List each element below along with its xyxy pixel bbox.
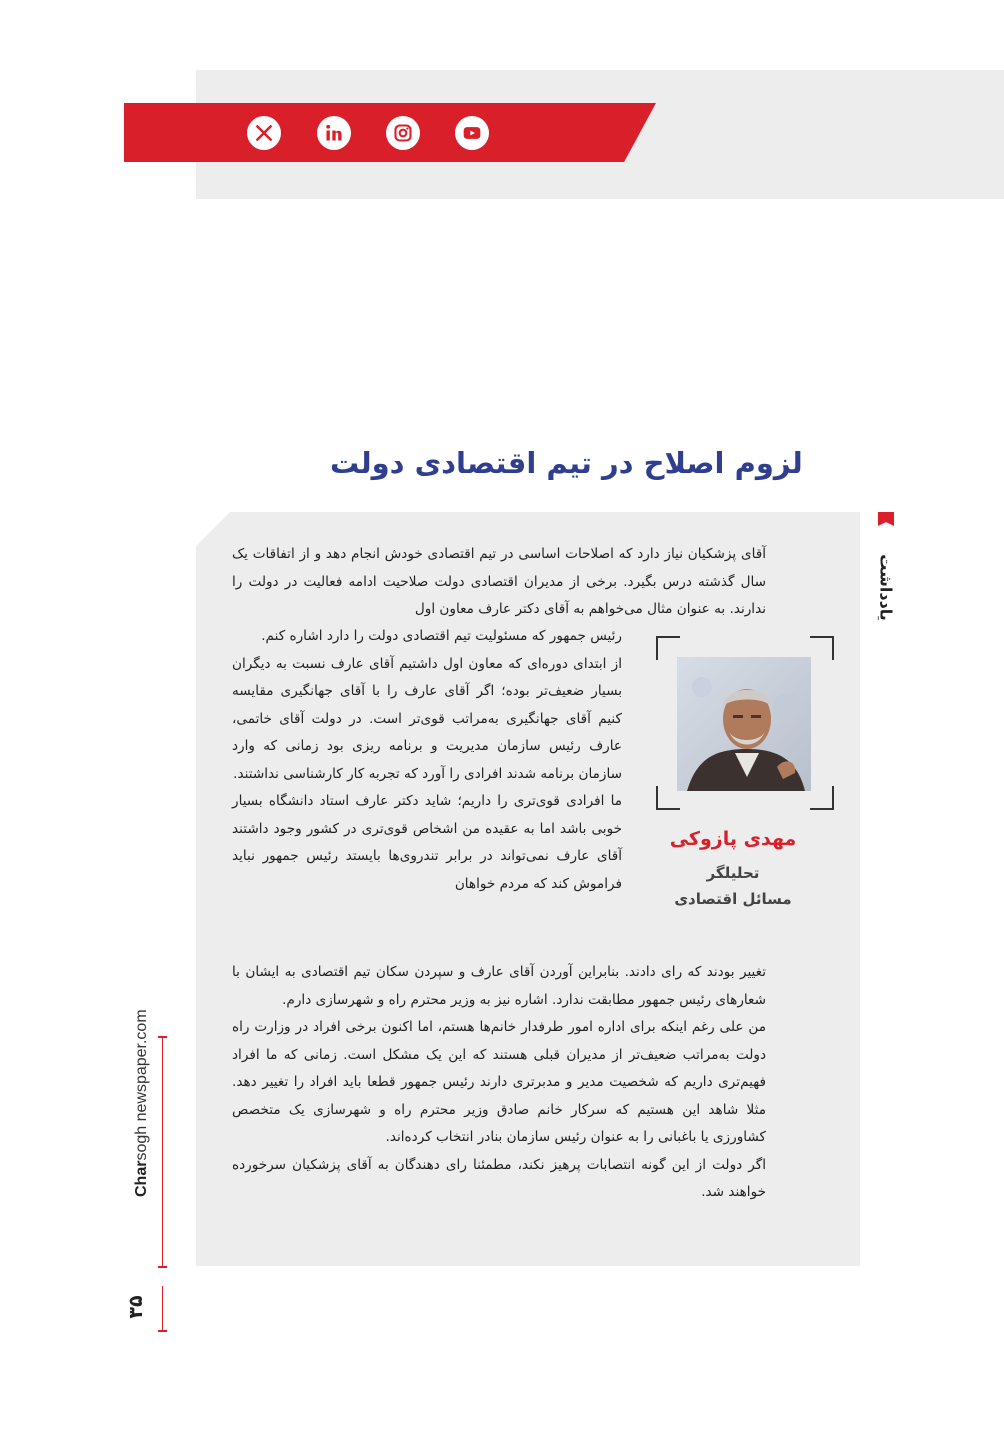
bookmark-icon — [878, 512, 894, 526]
linkedin-icon[interactable] — [317, 116, 351, 150]
article-lower-column — [232, 959, 766, 1207]
author-photo-frame — [656, 636, 834, 810]
footer-rule-tick — [158, 1266, 167, 1268]
author-role-line: مسائل اقتصادی — [674, 890, 792, 908]
x-icon[interactable] — [247, 116, 281, 150]
article-wrapped-column — [232, 623, 622, 898]
author-role — [640, 860, 826, 912]
footer-rule-tick — [158, 1036, 167, 1038]
article-title: لزوم اصلاح در تیم اقتصادی دولت — [330, 446, 803, 480]
site-bold: Char — [133, 1160, 150, 1197]
article-paragraph: من علی رغم اینکه برای اداره امور طرفدار خانم‌ها هستم، اما اکنون برخی افراد در وزارت راه دولت به‌مراتب ضعیف‌تر از مدیران قبلی هستند که این یک مشکل است. زمانی که ما افراد فهیم‌تری داریم که شخصیت مدیر و مدبرتری دارند رئیس جمهور قطعا باید افراد را تغییر دهد. مثلا شاهد این هستیم که سرکار خانم صادق وزیر محترم راه و شهرسازی یک متخصص کشاورزی یا باغبانی را به عنوان رئیس سازمان بنادر انتخاب کرده‌اند. — [232, 1019, 766, 1145]
author-photo — [677, 657, 811, 791]
section-label: یادداشت — [876, 554, 896, 621]
footer-rule — [162, 1036, 163, 1266]
article-paragraph: تغییر بودند که رای دادند. بنابراین آوردن آقای عارف و سپردن سکان تیم اقتصادی به ایشان با شعارهای رئیس جمهور مطابقت ندارد. اشاره نیز به وزیر محترم راه و شهرسازی دارم. — [232, 964, 766, 1008]
article-paragraph: اگر دولت از این گونه انتصابات پرهیز نکند، مطمئنا رای دهندگان به آقای پزشکیان سرخورده خواهند شد. — [232, 1156, 766, 1200]
page-number: ۳۵ — [125, 1295, 147, 1319]
author-name: مهدی پازوکی — [669, 828, 797, 850]
page-number-rule — [162, 1286, 163, 1332]
youtube-icon[interactable] — [455, 116, 489, 150]
instagram-icon[interactable] — [386, 116, 420, 150]
section-tag — [866, 512, 906, 642]
article-paragraph: ما افرادی قوی‌تری را داریم؛ شاید دکتر عارف استاد دانشگاه بسیار خوبی باشد اما به عقیده من اشخاص قوی‌تری در کشور وجود داشتند آقای عارف نمی‌تواند در برابر تندروی‌ها بایستد رئیس جمهور نباید فراموش کند که مردم خواهان — [232, 793, 622, 892]
newspaper-website[interactable] — [133, 1009, 157, 1197]
author-role-line: تحلیلگر — [706, 864, 760, 882]
site-rest: sogh newspaper.com — [133, 1009, 150, 1161]
page-number-tick — [158, 1330, 167, 1332]
article-paragraph: آقای پزشکیان نیاز دارد که اصلاحات اساسی در تیم اقتصادی خودش انجام دهد و از اتفاقات یک سال گذشته درس بگیرد. برخی از مدیران اقتصادی دولت صلاحیت ادامه فعالیت در دولت را ندارند. به عنوان مثال می‌خواهم به آقای دکتر عارف معاون اول — [232, 546, 766, 617]
article-paragraph: از ابتدای دوره‌ای که معاون اول داشتیم آقای عارف نسبت به دیگران بسیار ضعیف‌تر بوده؛ اگر آقای عارف را با آقای جهانگیری مقایسه کنیم آقای جهانگیری به‌مراتب قوی‌تر است. در دولت آقای خاتمی، عارف رئیس سازمان مدیریت و برنامه ریزی بود زمانی که وارد سازمان برنامه شدند افرادی را آورد که تجربه کار کارشناسی نداشتند. — [232, 655, 622, 782]
article-paragraph: رئیس جمهور که مسئولیت تیم اقتصادی دولت را دارد اشاره کنم. — [261, 628, 622, 644]
article-headline — [330, 441, 810, 485]
